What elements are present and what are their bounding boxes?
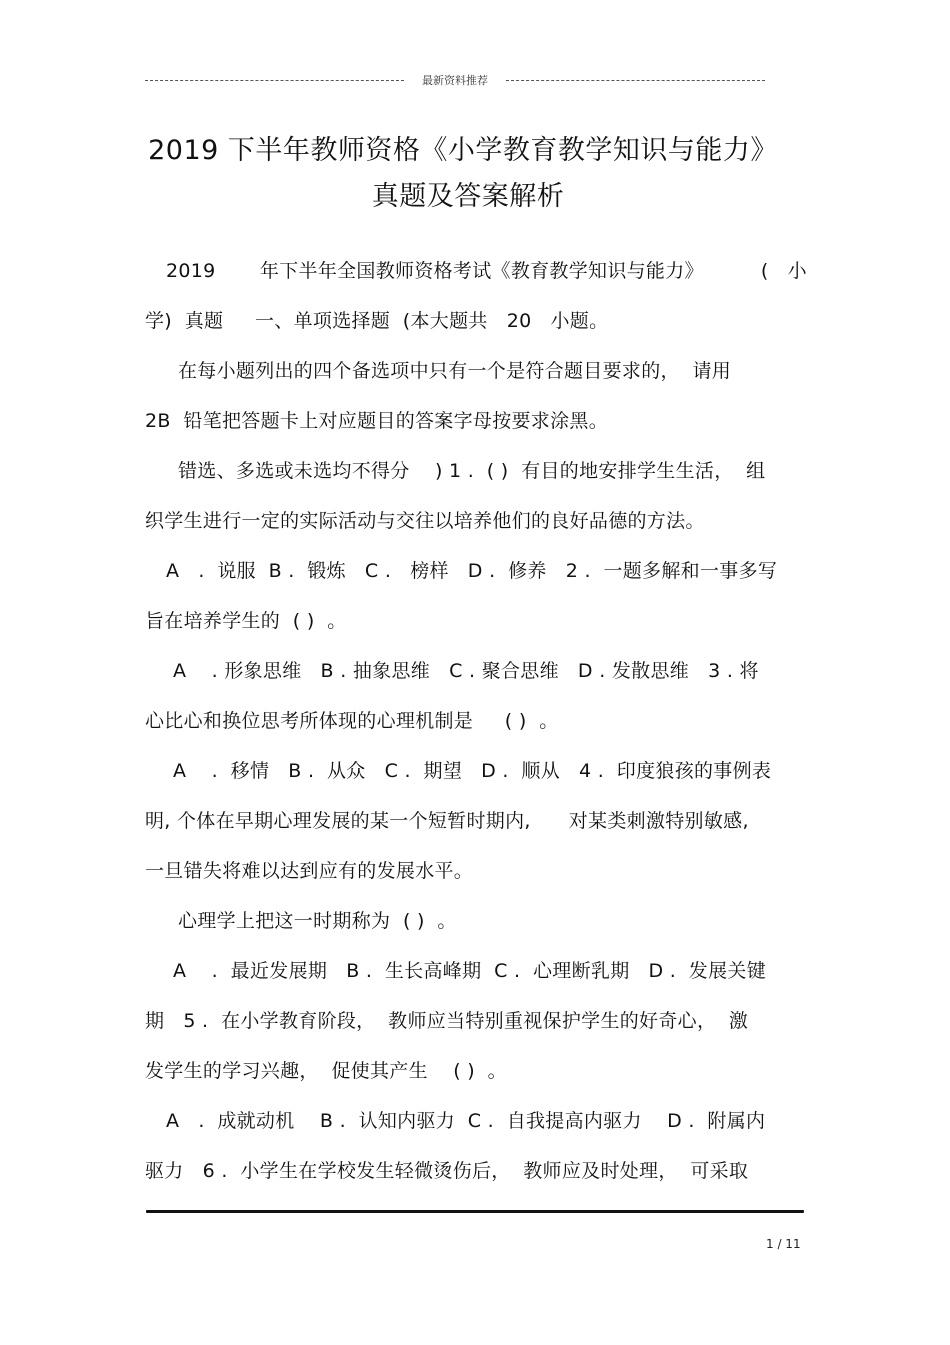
document-title-line-1: 2019 下半年教师资格《小学教育教学知识与能力》 — [148, 135, 778, 166]
body-line: 发学生的学习兴趣， 促使其产生 ( ) 。 — [145, 1060, 507, 1082]
body-line: 期 5 . 在小学教育阶段， 教师应当特别重视保护学生的好奇心， 激 — [145, 1010, 749, 1032]
body-line: 2019 年下半年全国教师资格考试《教育教学知识与能力》 ( 小 — [166, 260, 807, 282]
body-line: 错选、多选或未选均不得分 ) 1 . ( ) 有目的地安排学生生活， 组 — [178, 460, 766, 482]
page-number: 1 / 11 — [766, 1237, 801, 1251]
header-right-dashes — [506, 80, 765, 81]
header-left-dashes — [145, 80, 404, 81]
body-line: 学) 真题 一、单项选择题 (本大题共 20 小题。 — [145, 310, 609, 332]
body-line: 一旦错失将难以达到应有的发展水平。 — [145, 860, 474, 882]
body-line: 明, 个体在早期心理发展的某一个短暂时期内, 对某类刺激特别敏感, — [145, 810, 749, 832]
body-line: A . 说服 B . 锻炼 C . 榜样 D . 修养 2 . 一题多解和一事多写 — [166, 560, 778, 582]
document-title-line-2: 真题及答案解析 — [371, 181, 565, 212]
body-line: 在每小题列出的四个备选项中只有一个是符合题目要求的， 请用 — [178, 360, 732, 382]
body-line: A . 最近发展期 B . 生长高峰期 C . 心理断乳期 D . 发展关键 — [173, 960, 766, 982]
body-line: 织学生进行一定的实际活动与交往以培养他们的良好品德的方法。 — [145, 510, 705, 532]
page-header — [145, 72, 765, 88]
body-line: A . 形象思维 B . 抽象思维 C . 聚合思维 D . 发散思维 3 . 将 — [173, 660, 759, 682]
body-line: A . 成就动机 B . 认知内驱力 C . 自我提高内驱力 D . 附属内 — [166, 1110, 766, 1132]
footer-rule — [146, 1210, 804, 1213]
body-line: 心理学上把这一时期称为 ( ) 。 — [178, 910, 457, 932]
header-label: 最新资料推荐 — [422, 74, 488, 87]
body-line: 心比心和换位思考所体现的心理机制是 ( ) 。 — [145, 710, 559, 732]
body-line: 旨在培养学生的 ( ) 。 — [145, 610, 347, 632]
body-line: A . 移情 B . 从众 C . 期望 D . 顺从 4 . 印度狼孩的事例表 — [173, 760, 772, 782]
body-line: 2B 铅笔把答题卡上对应题目的答案字母按要求涂黑。 — [145, 410, 609, 432]
body-line: 驱力 6 . 小学生在学校发生轻微烫伤后， 教师应及时处理， 可采取 — [145, 1160, 749, 1182]
